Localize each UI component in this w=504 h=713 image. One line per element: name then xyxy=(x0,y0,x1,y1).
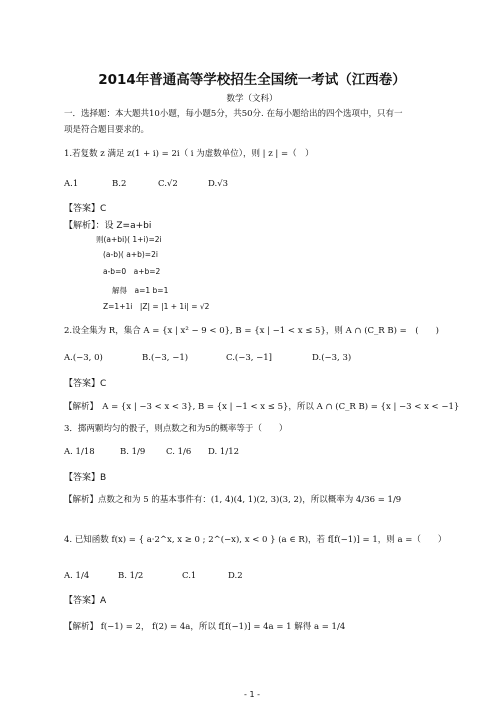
option-a: A. 1/4 xyxy=(64,571,90,581)
option-c: C.√2 xyxy=(158,179,178,189)
analysis-1-line3: (a-b)( a+b)=2i xyxy=(103,250,158,259)
analysis-1-line4: a-b=0 a+b=2 xyxy=(103,267,161,276)
question-3-stem: 3．掷两颗均匀的骰子，则点数之和为5的概率等于（ ） xyxy=(64,424,288,434)
option-b: B. 1/9 xyxy=(120,447,146,457)
answer-3: 【答案】B xyxy=(64,473,107,483)
question-4-stem: 4. 已知函数 f(x) = { a·2^x, x ≥ 0 ; 2^(−x), x < 0 } (a ∈ R)，若 f[f(−1)] = 1，则 a =（ ） xyxy=(64,535,447,545)
analysis-2: 【解析】 A = {x | −3 < x < 3}, B = {x | −1 < x ≤ 5}，所以 A ∩ (C_R B) = {x | −3 < x < −1} xyxy=(64,402,460,412)
analysis-1-line6: Z=1+1i |Z| = |1 + 1i| = √2 xyxy=(103,302,210,311)
page-title: 2014年普通高等学校招生全国统一考试（江西卷） xyxy=(98,72,406,88)
analysis-4: 【解析】 f(−1) = 2， f(2) = 4a，所以 f[f(−1)] = 4a = 1 解得 a = 1/4 xyxy=(64,622,346,632)
question-1-stem: 1.若复数 z 满足 z(1 + i) = 2i（ i 为虚数单位），则 | z | =（ ） xyxy=(64,149,314,159)
page-subtitle: 数学（文科） xyxy=(226,94,278,104)
answer-1: 【答案】C xyxy=(64,204,107,214)
option-d: D.(−3, 3) xyxy=(312,353,352,363)
option-a: A.(−3, 0) xyxy=(64,353,103,363)
question-2-stem: 2.设全集为 R，集合 A = {x | x² − 9 < 0}, B = {x | −1 < x ≤ 5}，则 A ∩ (C_R B) = ( ) xyxy=(64,326,439,336)
option-d: D. 1/12 xyxy=(208,447,240,457)
analysis-1-line2: 则(a+bi)( 1+i)=2i xyxy=(96,235,162,244)
option-b: B.(−3, −1) xyxy=(142,353,189,363)
analysis-1-line1: 【解析】：设 Z=a+bi xyxy=(64,221,152,231)
analysis-1-line5: 解得 a=1 b=1 xyxy=(112,286,169,295)
option-b: B. 1/2 xyxy=(118,571,144,581)
option-d: D.√3 xyxy=(208,179,229,189)
option-a: A.1 xyxy=(64,179,79,189)
answer-4: 【答案】A xyxy=(64,596,107,606)
section-intro-line1: 一．选择题：本大题共10小题，每小题5分，共50分. 在每小题给出的四个选项中，只有一 xyxy=(64,109,403,119)
option-a: A. 1/18 xyxy=(64,447,95,457)
section-intro-line2: 项是符合题目要求的。 xyxy=(64,125,150,135)
analysis-3: 【解析】点数之和为 5 的基本事件有：(1, 4)(4, 1)(2, 3)(3, 2)，所以概率为 4/36 = 1/9 xyxy=(64,495,402,505)
option-c: C. 1/6 xyxy=(166,447,192,457)
option-c: C.(−3, −1] xyxy=(226,353,272,363)
option-b: B.2 xyxy=(112,179,127,189)
page-number: - 1 - xyxy=(244,690,260,699)
answer-2: 【答案】C xyxy=(64,379,107,389)
option-d: D.2 xyxy=(228,571,243,581)
option-c: C.1 xyxy=(182,571,197,581)
